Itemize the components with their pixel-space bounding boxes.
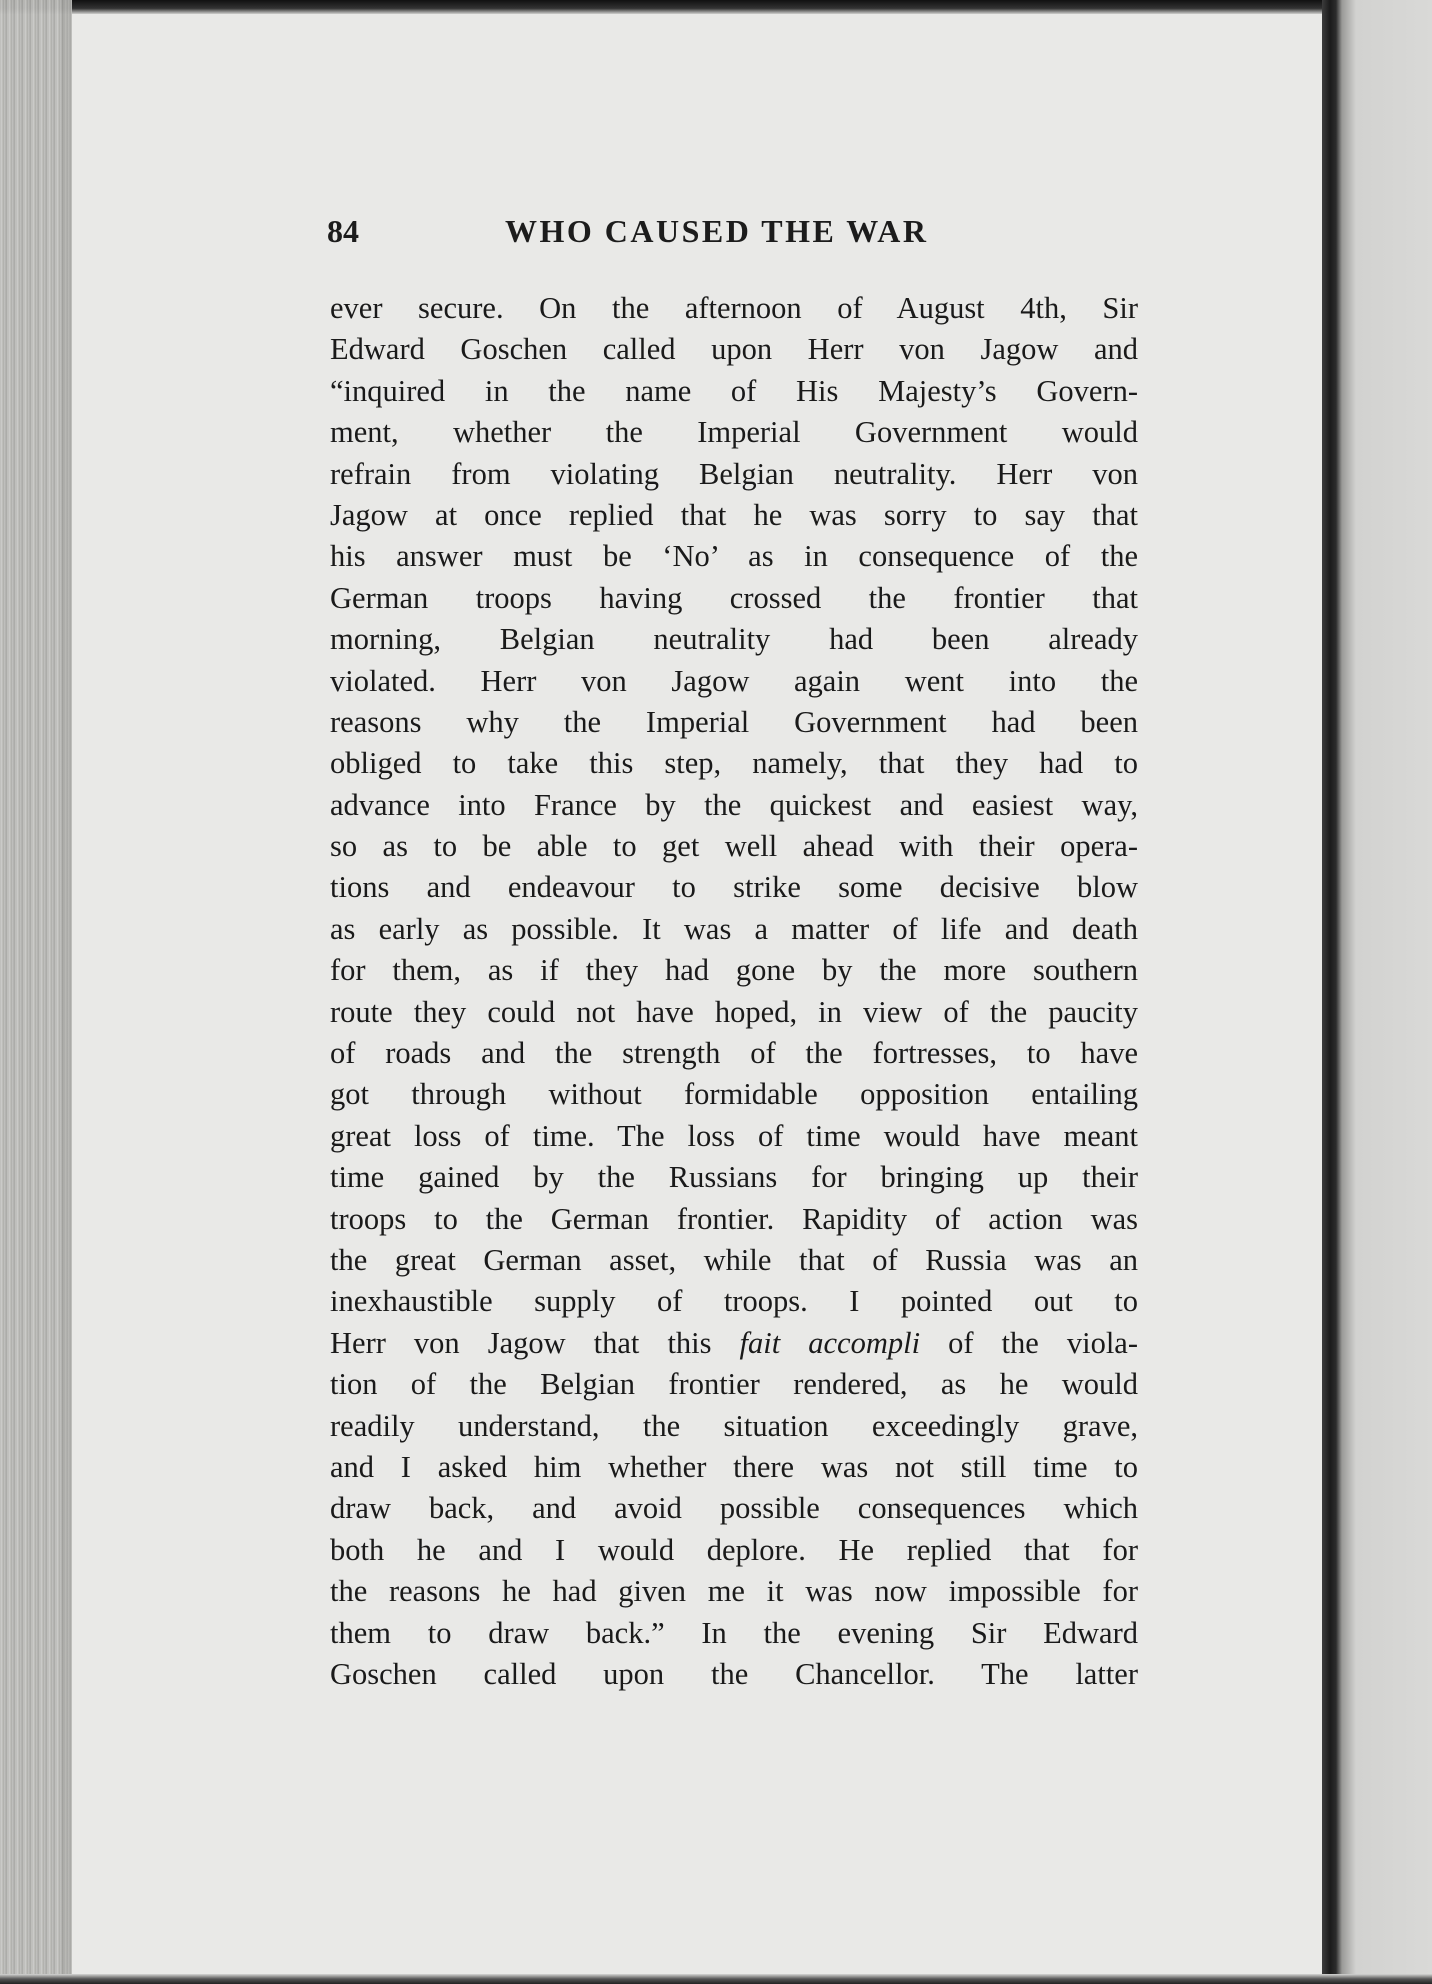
running-header [327,206,977,256]
text-line: Edward Goschen called upon Herr von Jagow and [330,332,1138,367]
book-binding-edge-right [1322,0,1432,1984]
text-line: the reasons he had given me it was now impossible for [330,1574,1138,1609]
text-line: violated. Herr von Jagow again went into the [330,663,1138,698]
text-line: German troops having crossed the frontier that [330,580,1138,615]
text-line: Goschen called upon the Chancellor. The latter [330,1656,1138,1691]
text-line: ever secure. On the afternoon of August 4th, Sir [330,291,1138,325]
italic-phrase: fait accompli [739,1325,921,1360]
running-title: WHO CAUSED THE WAR [505,213,929,249]
text-line: morning, Belgian neutrality had been already [330,622,1138,657]
text-line: them to draw back.” In the evening Sir Edward [330,1615,1138,1650]
text-line: tions and endeavour to strike some decisive blow [330,870,1138,905]
text-line: readily understand, the situation exceedingly grave, [330,1408,1138,1443]
text-line: his answer must be ‘No’ as in consequence of the [330,539,1138,574]
text-line-with-italic [330,1323,1138,1364]
text-segment: Herr von Jagow that this [330,1325,740,1360]
scan-bottom-edge [0,1974,1432,1984]
text-line: obliged to take this step, namely, that they had to [330,746,1138,781]
body-text [330,288,1138,1695]
text-line: Jagow at once replied that he was sorry to say that [330,497,1138,532]
text-line: route they could not have hoped, in view of the paucity [330,994,1138,1029]
text-line: the great German asset, while that of Russia was an [330,1242,1138,1277]
text-line: so as to be able to get well ahead with their opera- [330,829,1138,864]
text-line: as early as possible. It was a matter of life and death [330,911,1138,946]
text-line: draw back, and avoid possible consequences which [330,1491,1138,1526]
text-line: reasons why the Imperial Government had been [330,704,1138,739]
page-number: 84 [327,213,359,249]
scan-top-edge [0,0,1432,14]
text-line: time gained by the Russians for bringing up their [330,1160,1138,1195]
text-line: of roads and the strength of the fortresses, to have [330,1036,1138,1071]
text-segment: of the viola- [920,1325,1138,1360]
book-page-edges-left [0,0,72,1984]
text-line: tion of the Belgian frontier rendered, as he would [330,1367,1138,1402]
text-line: inexhaustible supply of troops. I pointed out to [330,1284,1138,1319]
text-line: refrain from violating Belgian neutrality. Herr von [330,456,1138,491]
text-line: and I asked him whether there was not still time to [330,1449,1138,1484]
text-line: got through without formidable opposition entailing [330,1077,1138,1112]
text-line: both he and I would deplore. He replied that for [330,1532,1138,1567]
text-line: for them, as if they had gone by the more southern [330,953,1138,988]
text-line: advance into France by the quickest and easiest way, [330,787,1138,822]
text-line: “inquired in the name of His Majesty’s Govern- [330,373,1138,408]
text-line: great loss of time. The loss of time would have meant [330,1118,1138,1153]
text-line: ment, whether the Imperial Government would [330,415,1138,450]
text-line: troops to the German frontier. Rapidity of action was [330,1201,1138,1236]
